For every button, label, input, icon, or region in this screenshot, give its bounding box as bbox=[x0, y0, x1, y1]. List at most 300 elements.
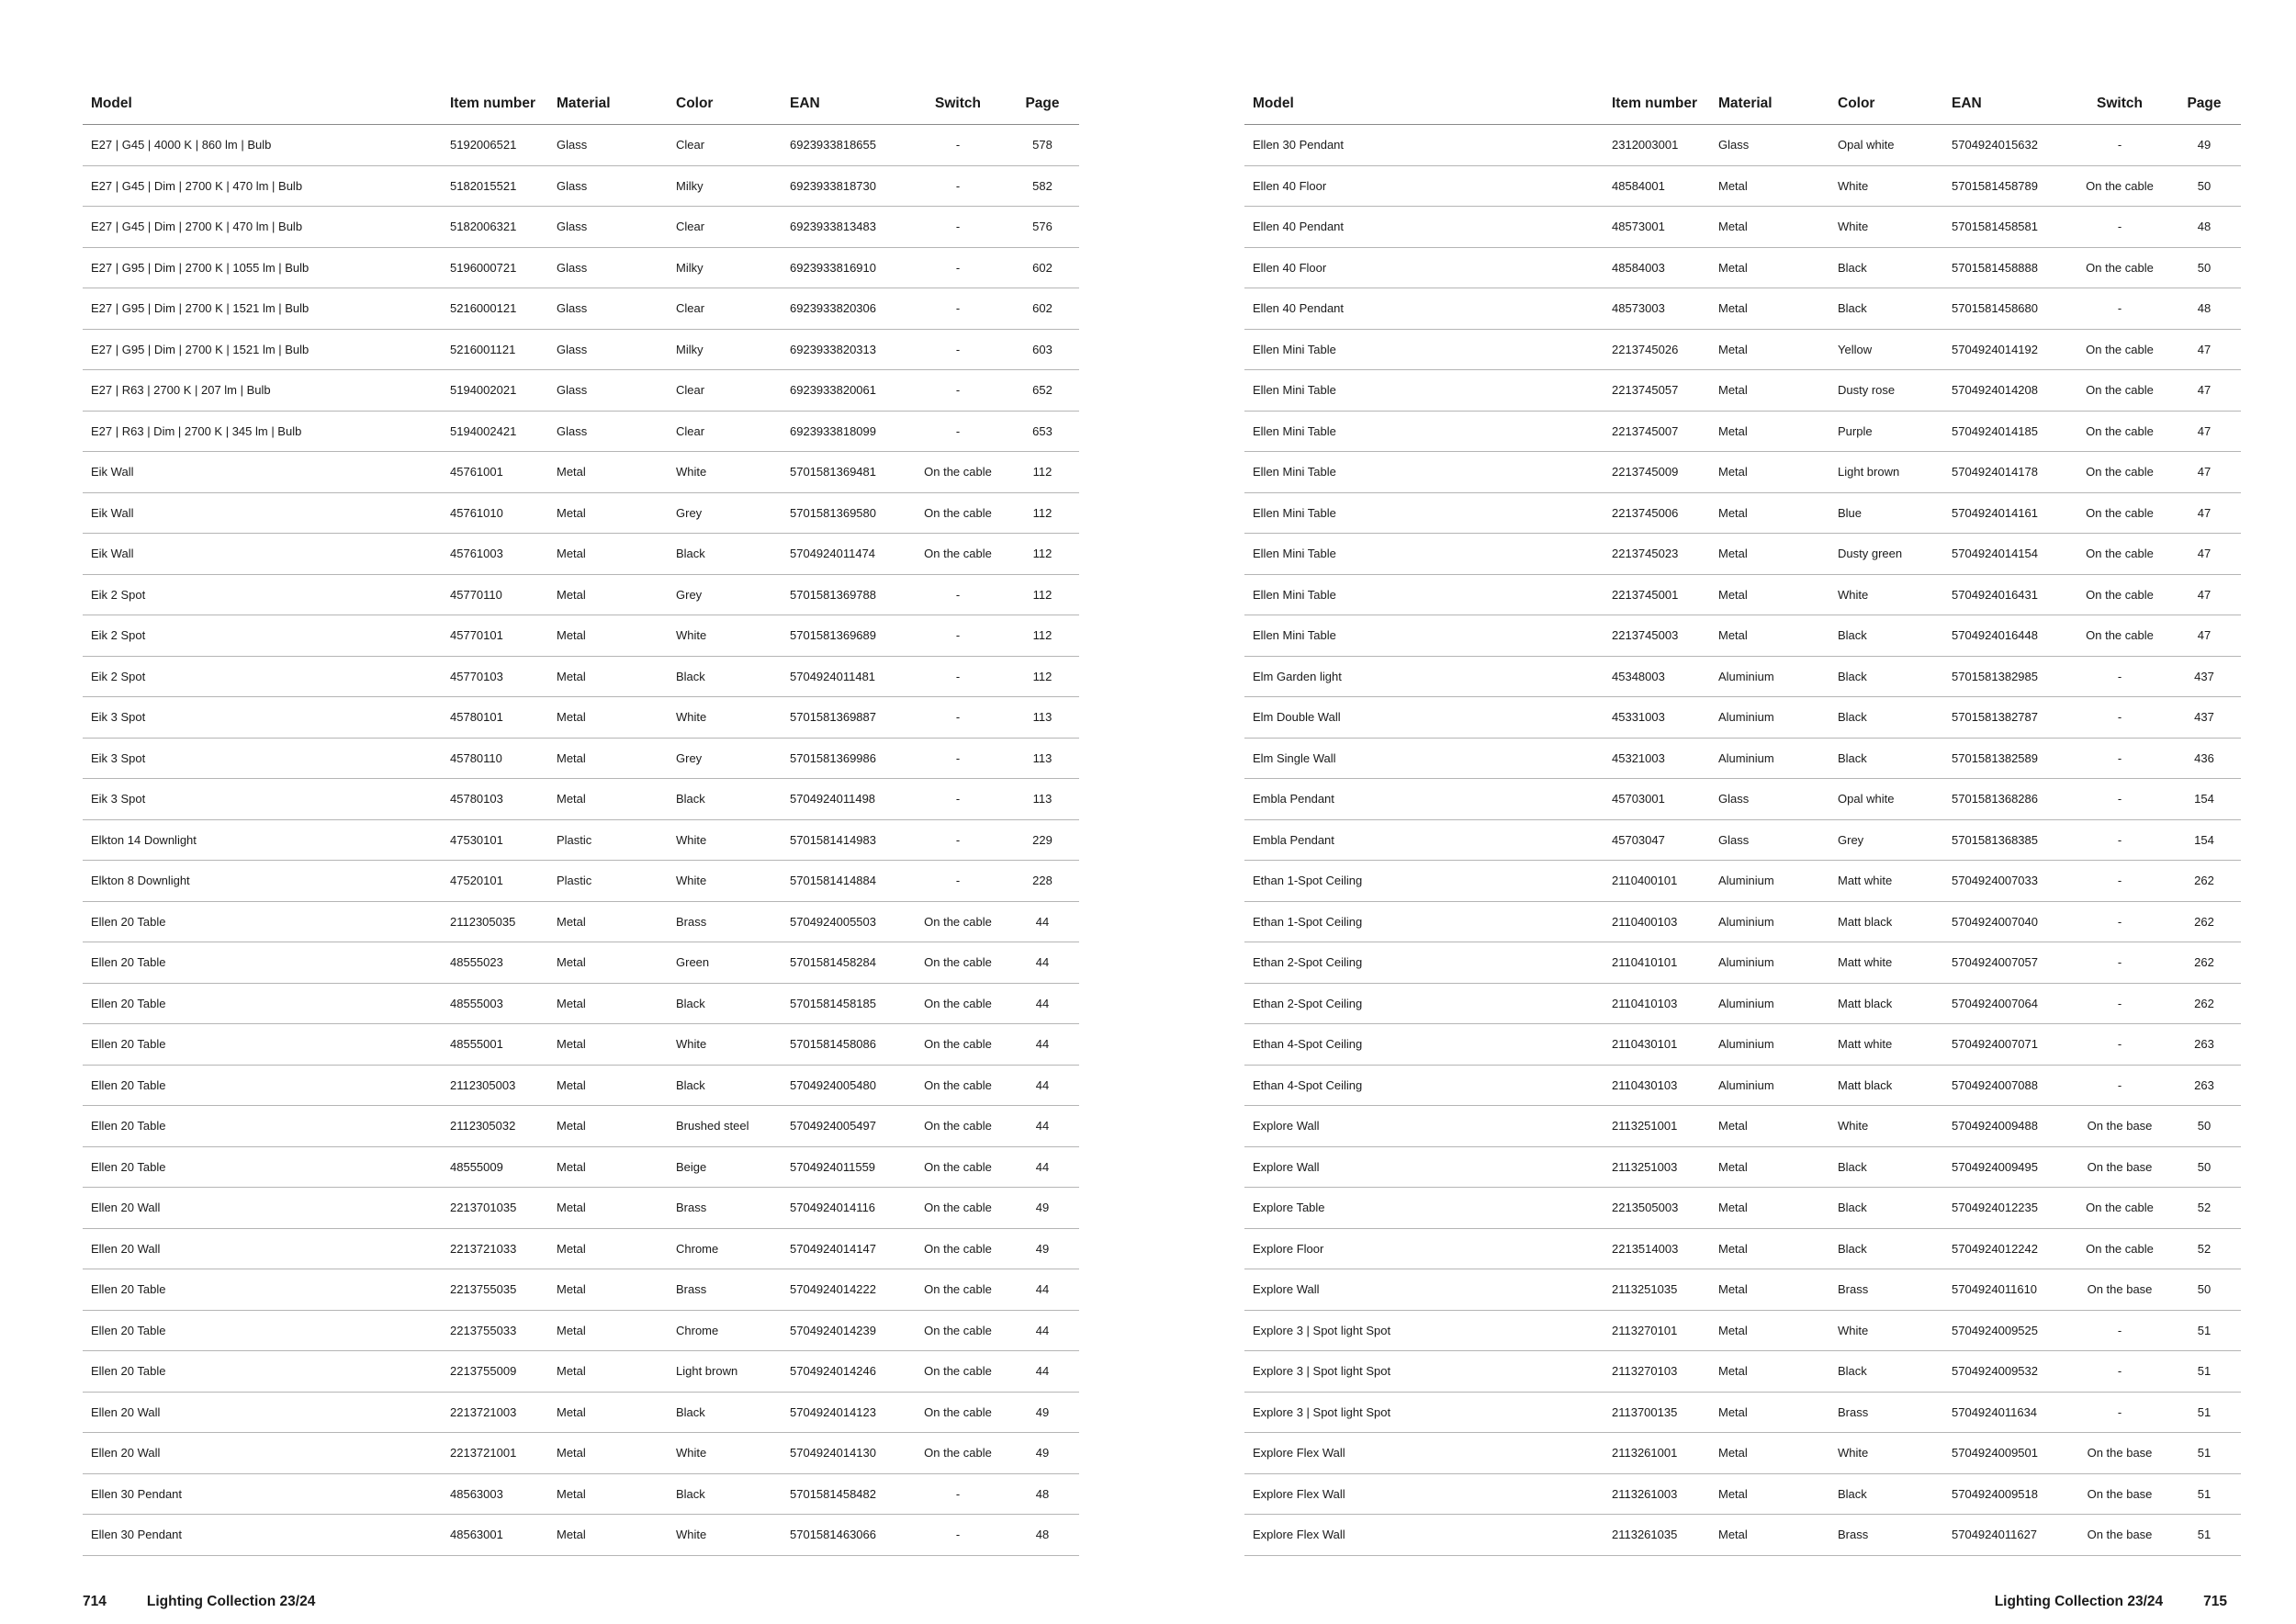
page-cell: 263 bbox=[2167, 1065, 2241, 1106]
item-number-cell: 45761003 bbox=[442, 534, 548, 575]
color-cell: Purple bbox=[1829, 411, 1943, 452]
table-row bbox=[83, 1024, 1079, 1066]
page-cell: 437 bbox=[2167, 697, 2241, 739]
item-number-cell: 2113251001 bbox=[1604, 1106, 1710, 1147]
switch-cell: - bbox=[2072, 983, 2167, 1024]
switch-cell: On the cable bbox=[2072, 1228, 2167, 1269]
color-cell: Black bbox=[668, 1065, 782, 1106]
material-cell: Metal bbox=[548, 1228, 668, 1269]
page-cell: 263 bbox=[2167, 1024, 2241, 1066]
color-cell: Matt black bbox=[1829, 901, 1943, 942]
model-cell: Ellen Mini Table bbox=[1244, 452, 1604, 493]
item-number-cell: 2113261001 bbox=[1604, 1433, 1710, 1474]
ean-cell: 5701581382787 bbox=[1943, 697, 2072, 739]
material-cell: Metal bbox=[548, 983, 668, 1024]
material-cell: Glass bbox=[548, 411, 668, 452]
table-row bbox=[1244, 492, 2241, 534]
color-cell: Yellow bbox=[1829, 329, 1943, 370]
ean-cell: 5701581463066 bbox=[782, 1515, 910, 1556]
color-cell: White bbox=[668, 615, 782, 657]
page-cell: 112 bbox=[1006, 492, 1079, 534]
material-cell: Metal bbox=[548, 452, 668, 493]
item-number-cell: 45321003 bbox=[1604, 738, 1710, 779]
item-number-cell: 45761001 bbox=[442, 452, 548, 493]
item-number-cell: 2213721003 bbox=[442, 1392, 548, 1433]
model-cell: Ellen 40 Pendant bbox=[1244, 207, 1604, 248]
model-cell: Embla Pendant bbox=[1244, 779, 1604, 820]
switch-cell: On the cable bbox=[910, 534, 1006, 575]
material-cell: Metal bbox=[548, 1269, 668, 1311]
item-number-cell: 45331003 bbox=[1604, 697, 1710, 739]
model-cell: Ellen 20 Table bbox=[83, 1269, 442, 1311]
item-number-cell: 48584003 bbox=[1604, 247, 1710, 288]
material-cell: Metal bbox=[1710, 1146, 1829, 1188]
switch-cell: On the base bbox=[2072, 1473, 2167, 1515]
ean-cell: 5704924014161 bbox=[1943, 492, 2072, 534]
color-cell: White bbox=[1829, 1106, 1943, 1147]
table-row bbox=[83, 983, 1079, 1024]
model-cell: E27 | R63 | Dim | 2700 K | 345 lm | Bulb bbox=[83, 411, 442, 452]
switch-cell: On the cable bbox=[2072, 574, 2167, 615]
item-number-cell: 45761010 bbox=[442, 492, 548, 534]
material-cell: Aluminium bbox=[1710, 901, 1829, 942]
page-cell: 49 bbox=[1006, 1392, 1079, 1433]
ean-cell: 5704924011634 bbox=[1943, 1392, 2072, 1433]
ean-cell: 5704924011610 bbox=[1943, 1269, 2072, 1311]
table-row bbox=[83, 1269, 1079, 1311]
color-cell: Black bbox=[1829, 1188, 1943, 1229]
color-cell: White bbox=[668, 1515, 782, 1556]
item-number-cell: 2110430101 bbox=[1604, 1024, 1710, 1066]
ean-cell: 5704924011481 bbox=[782, 656, 910, 697]
model-cell: Ellen Mini Table bbox=[1244, 329, 1604, 370]
material-cell: Aluminium bbox=[1710, 738, 1829, 779]
item-number-cell: 5196000721 bbox=[442, 247, 548, 288]
table-row bbox=[1244, 125, 2241, 166]
switch-cell: - bbox=[2072, 656, 2167, 697]
model-cell: Explore Flex Wall bbox=[1244, 1473, 1604, 1515]
material-cell: Metal bbox=[548, 1065, 668, 1106]
switch-cell: On the cable bbox=[910, 452, 1006, 493]
page-cell: 154 bbox=[2167, 779, 2241, 820]
item-number-cell: 2113251035 bbox=[1604, 1269, 1710, 1311]
ean-cell: 5704924014222 bbox=[782, 1269, 910, 1311]
color-cell: Chrome bbox=[668, 1310, 782, 1351]
model-cell: Explore 3 | Spot light Spot bbox=[1244, 1351, 1604, 1393]
item-number-cell: 2213745023 bbox=[1604, 534, 1710, 575]
model-cell: E27 | G45 | 4000 K | 860 lm | Bulb bbox=[83, 125, 442, 166]
page-cell: 113 bbox=[1006, 697, 1079, 739]
color-cell: Milky bbox=[668, 329, 782, 370]
ean-cell: 5704924011498 bbox=[782, 779, 910, 820]
switch-cell: - bbox=[910, 738, 1006, 779]
material-cell: Metal bbox=[548, 1351, 668, 1393]
page-cell: 50 bbox=[2167, 1106, 2241, 1147]
color-cell: Milky bbox=[668, 165, 782, 207]
material-cell: Metal bbox=[1710, 1106, 1829, 1147]
switch-cell: On the cable bbox=[2072, 534, 2167, 575]
switch-cell: - bbox=[910, 861, 1006, 902]
ean-cell: 5704924005497 bbox=[782, 1106, 910, 1147]
material-cell: Metal bbox=[548, 534, 668, 575]
table-row bbox=[83, 942, 1079, 984]
model-cell: Ellen Mini Table bbox=[1244, 370, 1604, 412]
item-number-cell: 5192006521 bbox=[442, 125, 548, 166]
switch-cell: - bbox=[2072, 819, 2167, 861]
item-number-cell: 45703001 bbox=[1604, 779, 1710, 820]
model-cell: Eik 3 Spot bbox=[83, 779, 442, 820]
ean-cell: 6923933813483 bbox=[782, 207, 910, 248]
item-number-cell: 2213745057 bbox=[1604, 370, 1710, 412]
ean-cell: 6923933818099 bbox=[782, 411, 910, 452]
material-cell: Metal bbox=[548, 901, 668, 942]
ean-cell: 5704924011627 bbox=[1943, 1515, 2072, 1556]
switch-cell: - bbox=[910, 1473, 1006, 1515]
model-cell: Ellen 30 Pendant bbox=[1244, 125, 1604, 166]
material-cell: Metal bbox=[548, 1146, 668, 1188]
table-row bbox=[1244, 1515, 2241, 1556]
ean-cell: 5704924012242 bbox=[1943, 1228, 2072, 1269]
table-row bbox=[1244, 697, 2241, 739]
ean-cell: 6923933820061 bbox=[782, 370, 910, 412]
color-cell: Chrome bbox=[668, 1228, 782, 1269]
item-number-cell: 2213755033 bbox=[442, 1310, 548, 1351]
page-cell: 48 bbox=[2167, 288, 2241, 330]
col-header-ean: EAN bbox=[782, 83, 910, 125]
table-row bbox=[83, 247, 1079, 288]
table-row bbox=[83, 738, 1079, 779]
ean-cell: 5701581458581 bbox=[1943, 207, 2072, 248]
ean-cell: 5704924016448 bbox=[1943, 615, 2072, 657]
material-cell: Aluminium bbox=[1710, 656, 1829, 697]
switch-cell: - bbox=[910, 411, 1006, 452]
table-row bbox=[1244, 901, 2241, 942]
switch-cell: - bbox=[910, 247, 1006, 288]
table-row bbox=[83, 1392, 1079, 1433]
item-number-cell: 48555009 bbox=[442, 1146, 548, 1188]
material-cell: Glass bbox=[548, 370, 668, 412]
material-cell: Metal bbox=[548, 1515, 668, 1556]
page-cell: 51 bbox=[2167, 1473, 2241, 1515]
model-cell: Ellen 20 Table bbox=[83, 1146, 442, 1188]
color-cell: White bbox=[1829, 1310, 1943, 1351]
table-row bbox=[83, 165, 1079, 207]
switch-cell: - bbox=[910, 207, 1006, 248]
model-cell: Ethan 2-Spot Ceiling bbox=[1244, 983, 1604, 1024]
col-header-model: Model bbox=[83, 83, 442, 125]
table-row bbox=[83, 1515, 1079, 1556]
item-number-cell: 2113700135 bbox=[1604, 1392, 1710, 1433]
switch-cell: On the cable bbox=[910, 942, 1006, 984]
table-row bbox=[1244, 288, 2241, 330]
switch-cell: - bbox=[2072, 1351, 2167, 1393]
page-cell: 50 bbox=[2167, 165, 2241, 207]
ean-cell: 5704924014192 bbox=[1943, 329, 2072, 370]
color-cell: Clear bbox=[668, 288, 782, 330]
color-cell: Brass bbox=[1829, 1392, 1943, 1433]
color-cell: Black bbox=[1829, 615, 1943, 657]
table-row bbox=[1244, 1351, 2241, 1393]
page-cell: 52 bbox=[2167, 1228, 2241, 1269]
page-cell: 50 bbox=[2167, 247, 2241, 288]
ean-cell: 5704924007071 bbox=[1943, 1024, 2072, 1066]
item-number-cell: 5216000121 bbox=[442, 288, 548, 330]
switch-cell: On the cable bbox=[2072, 247, 2167, 288]
table-row bbox=[1244, 1269, 2241, 1311]
ean-cell: 5701581458185 bbox=[782, 983, 910, 1024]
switch-cell: - bbox=[2072, 738, 2167, 779]
model-cell: Elkton 14 Downlight bbox=[83, 819, 442, 861]
table-row bbox=[1244, 534, 2241, 575]
item-number-cell: 5216001121 bbox=[442, 329, 548, 370]
material-cell: Metal bbox=[548, 1433, 668, 1474]
material-cell: Metal bbox=[1710, 615, 1829, 657]
ean-cell: 5701581369580 bbox=[782, 492, 910, 534]
table-row bbox=[1244, 1188, 2241, 1229]
model-cell: Explore Flex Wall bbox=[1244, 1433, 1604, 1474]
model-cell: Ellen 40 Floor bbox=[1244, 247, 1604, 288]
col-header-color: Color bbox=[1829, 83, 1943, 125]
model-cell: Ellen Mini Table bbox=[1244, 492, 1604, 534]
page-cell: 437 bbox=[2167, 656, 2241, 697]
page-cell: 44 bbox=[1006, 1065, 1079, 1106]
color-cell: Black bbox=[1829, 1146, 1943, 1188]
item-number-cell: 45780110 bbox=[442, 738, 548, 779]
page-cell: 47 bbox=[2167, 615, 2241, 657]
switch-cell: - bbox=[2072, 1065, 2167, 1106]
material-cell: Metal bbox=[1710, 1392, 1829, 1433]
page-cell: 44 bbox=[1006, 1269, 1079, 1311]
col-header-item-number: Item number bbox=[442, 83, 548, 125]
table-row bbox=[83, 901, 1079, 942]
model-cell: Ellen Mini Table bbox=[1244, 534, 1604, 575]
color-cell: Brass bbox=[668, 901, 782, 942]
table-row bbox=[1244, 207, 2241, 248]
material-cell: Aluminium bbox=[1710, 942, 1829, 984]
color-cell: Brass bbox=[668, 1269, 782, 1311]
table-row bbox=[1244, 1065, 2241, 1106]
item-number-cell: 45780101 bbox=[442, 697, 548, 739]
ean-cell: 5704924014208 bbox=[1943, 370, 2072, 412]
color-cell: Black bbox=[1829, 1473, 1943, 1515]
material-cell: Metal bbox=[1710, 1433, 1829, 1474]
page-cell: 262 bbox=[2167, 983, 2241, 1024]
model-cell: Eik 3 Spot bbox=[83, 738, 442, 779]
material-cell: Metal bbox=[548, 738, 668, 779]
model-cell: Explore Wall bbox=[1244, 1106, 1604, 1147]
switch-cell: On the cable bbox=[910, 1106, 1006, 1147]
table-row bbox=[83, 534, 1079, 575]
page-number: 715 bbox=[2203, 1594, 2227, 1609]
page-cell: 262 bbox=[2167, 861, 2241, 902]
color-cell: Matt white bbox=[1829, 942, 1943, 984]
color-cell: Black bbox=[1829, 1228, 1943, 1269]
model-cell: Explore Flex Wall bbox=[1244, 1515, 1604, 1556]
ean-cell: 5701581458284 bbox=[782, 942, 910, 984]
switch-cell: On the cable bbox=[2072, 1188, 2167, 1229]
item-number-cell: 2213745006 bbox=[1604, 492, 1710, 534]
switch-cell: - bbox=[910, 819, 1006, 861]
model-cell: Ellen 20 Table bbox=[83, 1065, 442, 1106]
ean-cell: 5701581369689 bbox=[782, 615, 910, 657]
item-number-cell: 48563001 bbox=[442, 1515, 548, 1556]
item-number-cell: 2112305003 bbox=[442, 1065, 548, 1106]
color-cell: Brushed steel bbox=[668, 1106, 782, 1147]
switch-cell: On the cable bbox=[910, 1433, 1006, 1474]
material-cell: Metal bbox=[548, 492, 668, 534]
material-cell: Glass bbox=[548, 165, 668, 207]
color-cell: Matt black bbox=[1829, 1065, 1943, 1106]
model-cell: Ellen 20 Table bbox=[83, 983, 442, 1024]
color-cell: Grey bbox=[1829, 819, 1943, 861]
ean-cell: 5701581458680 bbox=[1943, 288, 2072, 330]
table-row bbox=[1244, 983, 2241, 1024]
item-number-cell: 2213721033 bbox=[442, 1228, 548, 1269]
model-cell: Ellen 20 Wall bbox=[83, 1433, 442, 1474]
table-row bbox=[83, 1351, 1079, 1393]
col-header-model: Model bbox=[1244, 83, 1604, 125]
table-row bbox=[83, 288, 1079, 330]
material-cell: Metal bbox=[1710, 492, 1829, 534]
material-cell: Glass bbox=[548, 207, 668, 248]
switch-cell: On the base bbox=[2072, 1433, 2167, 1474]
table-row bbox=[83, 615, 1079, 657]
model-cell: Ellen 20 Table bbox=[83, 901, 442, 942]
color-cell: Green bbox=[668, 942, 782, 984]
material-cell: Metal bbox=[1710, 207, 1829, 248]
item-number-cell: 48573001 bbox=[1604, 207, 1710, 248]
ean-cell: 5704924014246 bbox=[782, 1351, 910, 1393]
page-cell: 112 bbox=[1006, 656, 1079, 697]
model-cell: Ellen 30 Pendant bbox=[83, 1515, 442, 1556]
page-cell: 49 bbox=[1006, 1433, 1079, 1474]
table-row bbox=[1244, 370, 2241, 412]
model-cell: E27 | R63 | 2700 K | 207 lm | Bulb bbox=[83, 370, 442, 412]
ean-cell: 5701581368385 bbox=[1943, 819, 2072, 861]
material-cell: Metal bbox=[1710, 329, 1829, 370]
item-number-cell: 2113251003 bbox=[1604, 1146, 1710, 1188]
ean-cell: 5701581414983 bbox=[782, 819, 910, 861]
page-cell: 47 bbox=[2167, 574, 2241, 615]
ean-cell: 5704924007033 bbox=[1943, 861, 2072, 902]
table-row bbox=[1244, 1024, 2241, 1066]
item-number-cell: 2110410101 bbox=[1604, 942, 1710, 984]
switch-cell: On the cable bbox=[2072, 165, 2167, 207]
ean-cell: 5701581382985 bbox=[1943, 656, 2072, 697]
ean-cell: 5704924016431 bbox=[1943, 574, 2072, 615]
item-number-cell: 2312003001 bbox=[1604, 125, 1710, 166]
model-cell: E27 | G95 | Dim | 2700 K | 1521 lm | Bulb bbox=[83, 288, 442, 330]
table-row bbox=[83, 1433, 1079, 1474]
table-row bbox=[83, 207, 1079, 248]
switch-cell: - bbox=[2072, 125, 2167, 166]
material-cell: Metal bbox=[548, 1188, 668, 1229]
ean-cell: 5704924011559 bbox=[782, 1146, 910, 1188]
color-cell: Black bbox=[1829, 1351, 1943, 1393]
color-cell: Beige bbox=[668, 1146, 782, 1188]
table-row bbox=[1244, 1228, 2241, 1269]
page-cell: 48 bbox=[2167, 207, 2241, 248]
switch-cell: - bbox=[910, 615, 1006, 657]
page-cell: 50 bbox=[2167, 1269, 2241, 1311]
model-cell: Ethan 1-Spot Ceiling bbox=[1244, 861, 1604, 902]
model-cell: E27 | G45 | Dim | 2700 K | 470 lm | Bulb bbox=[83, 165, 442, 207]
table-row bbox=[83, 452, 1079, 493]
ean-cell: 5701581369481 bbox=[782, 452, 910, 493]
item-number-cell: 2213755009 bbox=[442, 1351, 548, 1393]
item-number-cell: 48555003 bbox=[442, 983, 548, 1024]
switch-cell: - bbox=[2072, 697, 2167, 739]
page-cell: 112 bbox=[1006, 574, 1079, 615]
item-number-cell: 2113270103 bbox=[1604, 1351, 1710, 1393]
table-row bbox=[1244, 247, 2241, 288]
model-cell: E27 | G95 | Dim | 2700 K | 1055 lm | Bulb bbox=[83, 247, 442, 288]
table-row bbox=[1244, 1146, 2241, 1188]
material-cell: Glass bbox=[548, 125, 668, 166]
item-number-cell: 5182006321 bbox=[442, 207, 548, 248]
model-cell: Eik Wall bbox=[83, 452, 442, 493]
model-cell: Eik Wall bbox=[83, 534, 442, 575]
material-cell: Metal bbox=[1710, 574, 1829, 615]
item-number-cell: 47530101 bbox=[442, 819, 548, 861]
model-cell: Explore Table bbox=[1244, 1188, 1604, 1229]
ean-cell: 6923933820306 bbox=[782, 288, 910, 330]
switch-cell: - bbox=[910, 1515, 1006, 1556]
col-header-page: Page bbox=[2167, 83, 2241, 125]
material-cell: Glass bbox=[548, 247, 668, 288]
ean-cell: 5704924014239 bbox=[782, 1310, 910, 1351]
page-cell: 51 bbox=[2167, 1515, 2241, 1556]
color-cell: Matt black bbox=[1829, 983, 1943, 1024]
ean-cell: 5701581369986 bbox=[782, 738, 910, 779]
model-cell: Ellen 20 Table bbox=[83, 1024, 442, 1066]
material-cell: Metal bbox=[1710, 1351, 1829, 1393]
switch-cell: On the base bbox=[2072, 1146, 2167, 1188]
color-cell: Dusty rose bbox=[1829, 370, 1943, 412]
item-number-cell: 2213721001 bbox=[442, 1433, 548, 1474]
color-cell: White bbox=[668, 861, 782, 902]
table-row bbox=[1244, 1310, 2241, 1351]
material-cell: Metal bbox=[1710, 1473, 1829, 1515]
item-number-cell: 48584001 bbox=[1604, 165, 1710, 207]
material-cell: Metal bbox=[1710, 534, 1829, 575]
col-header-material: Material bbox=[1710, 83, 1829, 125]
model-cell: Embla Pendant bbox=[1244, 819, 1604, 861]
color-cell: Brass bbox=[1829, 1269, 1943, 1311]
material-cell: Glass bbox=[548, 288, 668, 330]
item-number-cell: 2110410103 bbox=[1604, 983, 1710, 1024]
material-cell: Metal bbox=[548, 656, 668, 697]
page-cell: 112 bbox=[1006, 615, 1079, 657]
table-row bbox=[83, 1065, 1079, 1106]
table-row bbox=[1244, 1392, 2241, 1433]
page-cell: 576 bbox=[1006, 207, 1079, 248]
material-cell: Metal bbox=[1710, 452, 1829, 493]
color-cell: White bbox=[668, 452, 782, 493]
model-cell: Eik 2 Spot bbox=[83, 656, 442, 697]
ean-cell: 5704924014130 bbox=[782, 1433, 910, 1474]
table-row bbox=[83, 819, 1079, 861]
page-cell: 653 bbox=[1006, 411, 1079, 452]
page-cell: 49 bbox=[1006, 1228, 1079, 1269]
color-cell: Light brown bbox=[668, 1351, 782, 1393]
item-number-cell: 2113261003 bbox=[1604, 1473, 1710, 1515]
model-cell: Ellen Mini Table bbox=[1244, 615, 1604, 657]
model-cell: Eik 2 Spot bbox=[83, 615, 442, 657]
item-number-cell: 2113270101 bbox=[1604, 1310, 1710, 1351]
switch-cell: On the cable bbox=[910, 1065, 1006, 1106]
item-number-cell: 2213745003 bbox=[1604, 615, 1710, 657]
